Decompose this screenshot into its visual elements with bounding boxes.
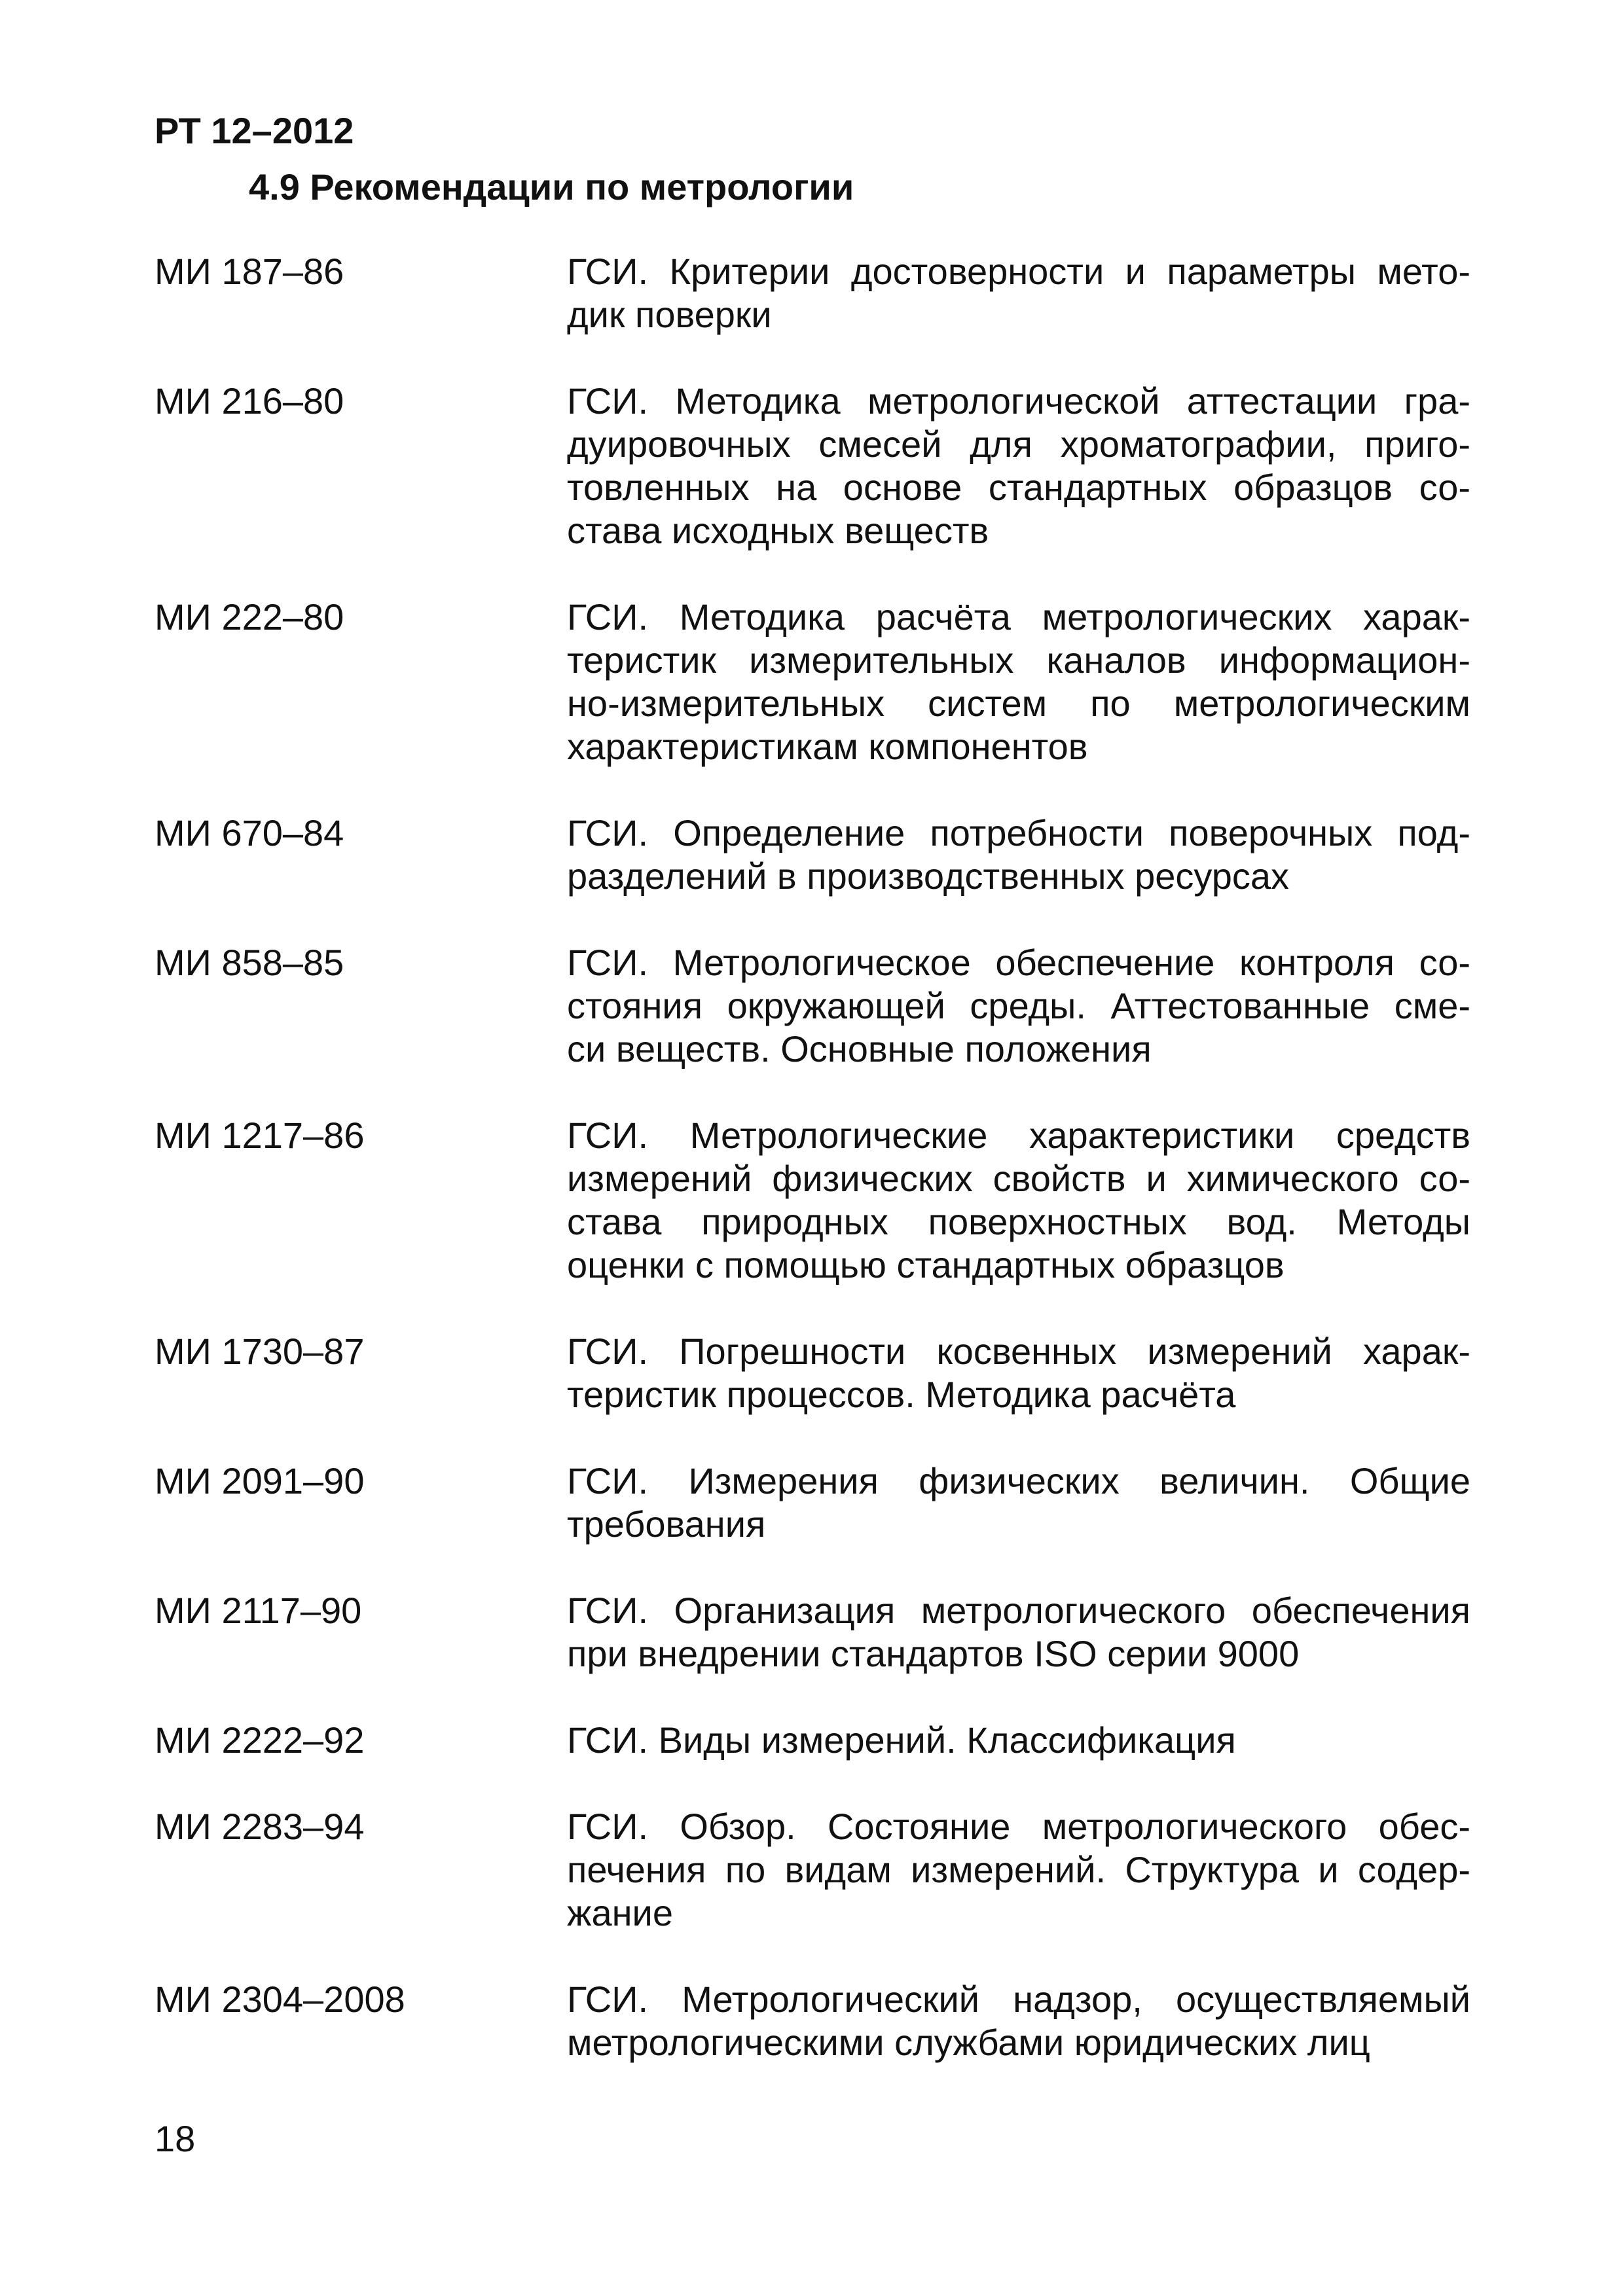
entry-title-line: ГСИ. Метрологическое обеспечение контроля со- xyxy=(567,942,1470,983)
entry-code: МИ 2283–94 xyxy=(155,1806,365,1847)
list-item xyxy=(155,1805,1470,1935)
entry-title-line: теристик процессов. Методика расчёта xyxy=(567,1374,1236,1415)
section-title: 4.9 Рекомендации по метрологии xyxy=(249,166,854,207)
entry-title-line: дик поверки xyxy=(567,294,772,335)
entry-title-line: при внедрении стандартов ISO серии 9000 xyxy=(567,1633,1300,1674)
entry-title-line: ГСИ. Определение потребности поверочных под- xyxy=(567,812,1470,853)
entry-title-line: ГСИ. Измерения физических величин. Общие xyxy=(567,1460,1470,1501)
entry-code: МИ 1217–86 xyxy=(155,1115,365,1156)
entry-title-line: жание xyxy=(567,1892,673,1933)
entry-code: МИ 2117–90 xyxy=(155,1590,362,1631)
entry-title xyxy=(567,250,1470,336)
entry-title-line: печения по видам измерений. Структура и содер- xyxy=(567,1849,1470,1890)
entry-title xyxy=(567,1114,1470,1287)
document-code: РТ 12–2012 xyxy=(155,110,354,151)
list-item xyxy=(155,812,1470,898)
entry-title-line: разделений в производственных ресурсах xyxy=(567,855,1290,897)
entry-title-line: требования xyxy=(567,1503,766,1545)
entry-title xyxy=(567,941,1470,1071)
list-item xyxy=(155,250,1470,336)
entry-title-line: ГСИ. Метрологические характеристики средств xyxy=(567,1115,1470,1156)
list-item xyxy=(155,380,1470,552)
list-item xyxy=(155,1978,1470,2064)
entry-title-line: товленных на основе стандартных образцов со- xyxy=(567,467,1470,508)
entry-title xyxy=(567,1719,1470,1762)
page-number: 18 xyxy=(155,2118,196,2159)
entry-title-line: но-измерительных систем по метрологическим xyxy=(567,683,1470,724)
entry-title-line: характеристикам компонентов xyxy=(567,726,1088,767)
entry-title-line: дуировочных смесей для хроматографии, приго- xyxy=(567,423,1470,465)
entry-title-line: става природных поверхностных вод. Методы xyxy=(567,1201,1470,1242)
list-item xyxy=(155,1460,1470,1546)
entry-code: МИ 2091–90 xyxy=(155,1460,365,1501)
entry-title-line: ГСИ. Организация метрологического обеспечения xyxy=(567,1590,1470,1631)
entry-title-line: метрологическими службами юридических лиц xyxy=(567,2022,1370,2063)
entry-title-line: ГСИ. Методика расчёта метрологических харак- xyxy=(567,596,1470,637)
entry-title xyxy=(567,380,1470,552)
entry-title-line: теристик измерительных каналов информацион- xyxy=(567,639,1470,681)
entry-title-line: ГСИ. Обзор. Состояние метрологического обес- xyxy=(567,1806,1470,1847)
entry-title xyxy=(567,1460,1470,1546)
entry-code: МИ 187–86 xyxy=(155,251,344,292)
list-item xyxy=(155,596,1470,768)
recommendations-list xyxy=(155,250,1470,2108)
entry-title-line: измерений физических свойств и химического со- xyxy=(567,1158,1470,1199)
list-item xyxy=(155,941,1470,1071)
entry-title-line: става исходных веществ xyxy=(567,510,989,551)
list-item xyxy=(155,1719,1470,1762)
entry-title-line: ГСИ. Критерии достоверности и параметры мето- xyxy=(567,251,1470,292)
entry-title xyxy=(567,1330,1470,1416)
list-item xyxy=(155,1114,1470,1287)
entry-title-line: ГСИ. Методика метрологической аттестации гра- xyxy=(567,380,1470,422)
entry-title xyxy=(567,1805,1470,1935)
entry-code: МИ 216–80 xyxy=(155,380,344,422)
entry-title xyxy=(567,596,1470,768)
entry-title xyxy=(567,1978,1470,2064)
entry-title xyxy=(567,1589,1470,1676)
entry-code: МИ 858–85 xyxy=(155,942,344,983)
entry-code: МИ 2222–92 xyxy=(155,1719,365,1761)
entry-title-line: оценки с помощью стандартных образцов xyxy=(567,1244,1285,1285)
entry-title xyxy=(567,812,1470,898)
entry-code: МИ 1730–87 xyxy=(155,1331,365,1372)
entry-title-line: ГСИ. Метрологический надзор, осуществляемый xyxy=(567,1979,1470,2020)
entry-title-line: стояния окружающей среды. Аттестованные сме- xyxy=(567,985,1470,1026)
entry-title-line: си веществ. Основные положения xyxy=(567,1028,1152,1069)
entry-code: МИ 670–84 xyxy=(155,812,344,853)
list-item xyxy=(155,1330,1470,1416)
entry-code: МИ 222–80 xyxy=(155,596,344,637)
entry-code: МИ 2304–2008 xyxy=(155,1979,405,2020)
entry-title-line: ГСИ. Виды измерений. Классификация xyxy=(567,1719,1236,1761)
list-item xyxy=(155,1589,1470,1676)
entry-title-line: ГСИ. Погрешности косвенных измерений харак- xyxy=(567,1331,1470,1372)
